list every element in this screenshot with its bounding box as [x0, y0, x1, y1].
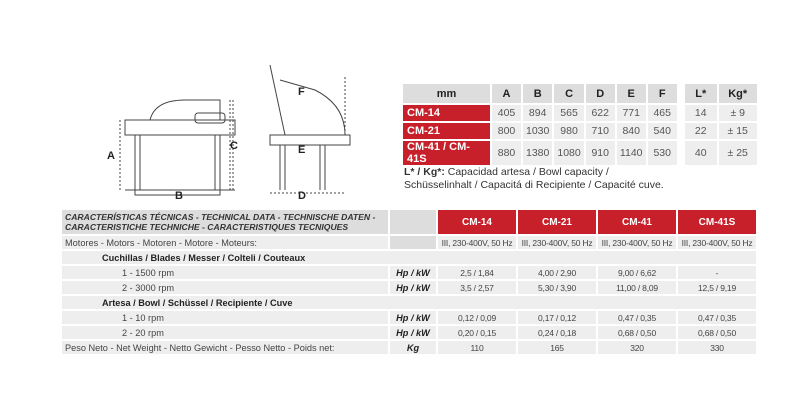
- cell: III, 230-400V, 50 Hz: [438, 236, 516, 249]
- cell: 1030: [523, 123, 552, 139]
- section-label: Cuchillas / Blades / Messer / Colteli / Couteaux: [62, 251, 756, 264]
- cell: 0,47 / 0,35: [678, 311, 756, 324]
- model-header: CM-41S: [678, 210, 756, 234]
- row-label: 2 - 20 rpm: [62, 326, 388, 339]
- cell: III, 230-400V, 50 Hz: [598, 236, 676, 249]
- note-line-2: Schüsselinhalt / Capacitá di Recipiente / Capacité cuve.: [404, 179, 664, 191]
- unit: Hp / kW: [390, 266, 436, 279]
- header-b: B: [523, 84, 552, 103]
- cell: 11,00 / 8,09: [598, 281, 676, 294]
- cell: 12,5 / 9,19: [678, 281, 756, 294]
- cell: 9,00 / 6,62: [598, 266, 676, 279]
- dimensions-row: [403, 105, 757, 121]
- cell: 910: [586, 141, 615, 165]
- cell: -: [678, 266, 756, 279]
- cell: 800: [492, 123, 521, 139]
- model-label: CM-14: [403, 105, 490, 121]
- cell: 540: [648, 123, 677, 139]
- cell: 0,68 / 0,50: [598, 326, 676, 339]
- cell: 110: [438, 341, 516, 354]
- gap: [679, 84, 683, 103]
- cell: 0,68 / 0,50: [678, 326, 756, 339]
- capacity-note: [404, 166, 664, 192]
- cell: III, 230-400V, 50 Hz: [518, 236, 596, 249]
- cell: 622: [586, 105, 615, 121]
- row-label: 1 - 10 rpm: [62, 311, 388, 324]
- blank: [390, 210, 436, 234]
- dimensions-table: [401, 82, 759, 167]
- row-label: Peso Neto - Net Weight - Netto Gewicht - Pesso Netto - Poids net:: [62, 341, 388, 354]
- gap: [679, 105, 683, 121]
- cell: 165: [518, 341, 596, 354]
- table-row: [62, 281, 756, 294]
- dimensions-row: [403, 123, 757, 139]
- technical-data-table: [60, 208, 758, 356]
- cell: 1380: [523, 141, 552, 165]
- note-key: L* / Kg*:: [404, 166, 445, 178]
- cell: ± 15: [719, 123, 757, 139]
- cell: ± 25: [719, 141, 757, 165]
- motors-row: [62, 236, 756, 249]
- cell: 14: [685, 105, 717, 121]
- cell: 530: [648, 141, 677, 165]
- model-label: CM-21: [403, 123, 490, 139]
- blades-section: [62, 251, 756, 264]
- dim-label-a: A: [107, 150, 115, 162]
- header-kg: Kg*: [719, 84, 757, 103]
- cell: 330: [678, 341, 756, 354]
- model-label: CM-41 / CM-41S: [403, 141, 490, 165]
- title-line-1: CARACTERÍSTICAS TÉCNICAS - TECHNICAL DATA - TECHNISCHE DATEN -: [65, 212, 376, 222]
- unit: [390, 236, 436, 249]
- cell: 4,00 / 2,90: [518, 266, 596, 279]
- gap: [679, 141, 683, 165]
- front-view-drawing: [120, 100, 235, 195]
- unit: Kg: [390, 341, 436, 354]
- cell: 565: [554, 105, 583, 121]
- model-header: CM-21: [518, 210, 596, 234]
- cell: 3,5 / 2,57: [438, 281, 516, 294]
- cell: 1080: [554, 141, 583, 165]
- cell: 5,30 / 3,90: [518, 281, 596, 294]
- cell: 40: [685, 141, 717, 165]
- cell: ± 9: [719, 105, 757, 121]
- header-e: E: [617, 84, 646, 103]
- cell: 0,17 / 0,12: [518, 311, 596, 324]
- cell: 405: [492, 105, 521, 121]
- header-mm: mm: [403, 84, 490, 103]
- cell: 2,5 / 1,84: [438, 266, 516, 279]
- note-line-1: Capacidad artesa / Bowl capacity /: [444, 166, 609, 178]
- cell: 0,24 / 0,18: [518, 326, 596, 339]
- row-label: Motores - Motors - Motoren - Motore - Moteurs:: [62, 236, 388, 249]
- header-l: L*: [685, 84, 717, 103]
- table-row: [62, 326, 756, 339]
- header-c: C: [554, 84, 583, 103]
- cell: 771: [617, 105, 646, 121]
- cell: 980: [554, 123, 583, 139]
- dim-label-b: B: [175, 190, 183, 202]
- cell: 465: [648, 105, 677, 121]
- header-f: F: [648, 84, 677, 103]
- dimensions-row: [403, 141, 757, 165]
- cell: 880: [492, 141, 521, 165]
- header-d: D: [586, 84, 615, 103]
- model-header: CM-14: [438, 210, 516, 234]
- dim-label-c: C: [230, 140, 238, 152]
- tech-header: [62, 210, 756, 234]
- cell: 710: [586, 123, 615, 139]
- side-view-drawing: [270, 65, 350, 193]
- cell: 0,20 / 0,15: [438, 326, 516, 339]
- cell: 320: [598, 341, 676, 354]
- title-line-2: CARACTERISTICHE TECHNICHE - CARACTERISTIQUES TECNIQUES: [65, 222, 349, 232]
- unit: Hp / kW: [390, 281, 436, 294]
- weight-row: [62, 341, 756, 354]
- cell: 1140: [617, 141, 646, 165]
- cell: 22: [685, 123, 717, 139]
- tech-title: [62, 210, 388, 234]
- gap: [679, 123, 683, 139]
- row-label: 1 - 1500 rpm: [62, 266, 388, 279]
- table-row: [62, 266, 756, 279]
- unit: Hp / kW: [390, 311, 436, 324]
- dim-label-f: F: [298, 86, 305, 98]
- row-label: 2 - 3000 rpm: [62, 281, 388, 294]
- cell: 0,12 / 0,09: [438, 311, 516, 324]
- cell: 0,47 / 0,35: [598, 311, 676, 324]
- bowl-section: [62, 296, 756, 309]
- dimensions-header: [403, 84, 757, 103]
- section-label: Artesa / Bowl / Schüssel / Recipiente / Cuve: [62, 296, 756, 309]
- cell: 840: [617, 123, 646, 139]
- machine-drawings: [95, 55, 365, 205]
- unit: Hp / kW: [390, 326, 436, 339]
- model-header: CM-41: [598, 210, 676, 234]
- table-row: [62, 311, 756, 324]
- cell: 894: [523, 105, 552, 121]
- dim-label-d: D: [298, 190, 306, 202]
- dim-label-e: E: [298, 144, 306, 156]
- header-a: A: [492, 84, 521, 103]
- cell: III, 230-400V, 50 Hz: [678, 236, 756, 249]
